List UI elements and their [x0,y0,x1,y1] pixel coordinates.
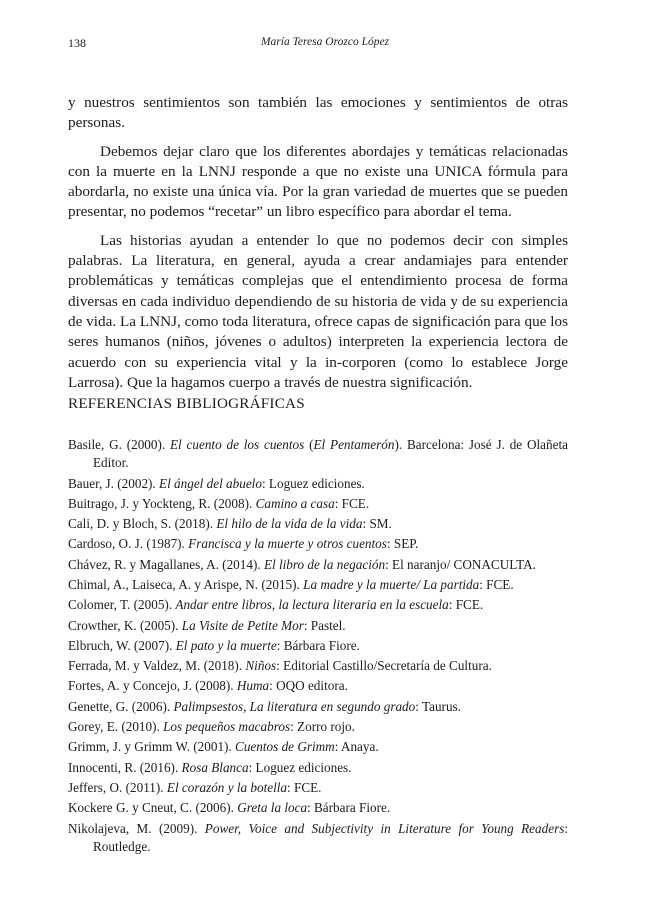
reference-entry [68,657,568,675]
reference-text: : Editorial Castillo/Secretaría de Cultura. [276,658,492,674]
reference-entry [68,759,568,777]
reference-entry [68,535,568,553]
reference-text: Kockere G. y Cneut, C. (2006). [68,800,238,816]
reference-title: El ángel del abuelo [159,475,262,491]
reference-entry [68,617,568,635]
running-head: María Teresa Orozco López [260,36,390,48]
reference-text: : El naranjo/ CONACULTA. [385,556,536,572]
reference-text: : Bárbara Fiore. [307,800,391,816]
reference-list [68,436,568,858]
body-paragraph: Las historias ayudan a entender lo que no podemos decir con simples palabras. La literatura, en general, ayuda a crear andamiajes para entender problemáticas y temáticas complejas que el entendimiento procesa de forma diversas en cada individuo dependiendo de su historia de vida y de su experiencia de vida. La LNNJ, como toda literatura, ofrece capas de significación para que los seres humanos (niños, jóvenes o adultos) interpreten la experiencia lectora de acuerdo con su experiencia vital y la in-corporen (como lo establece Jorge Larrosa). Que la hagamos cuerpo a través de nuestra significación. [68,231,568,391]
section-heading: REFERENCIAS BIBLIOGRÁFICAS [68,395,305,412]
reference-title: El pato y la muerte [175,637,277,653]
reference-title: El cuento de los cuentos [170,437,305,452]
reference-text: Chimal, A., Laiseca, A. y Arispe, N. (2015). [68,576,304,592]
reference-title: Camino a casa [255,495,335,511]
body-paragraph: Debemos dejar claro que los diferentes abordajes y temáticas relacionadas con la muerte en la LNNJ responde a que no existe una UNICA fórmula para abordarla, no existe una única vía. Por la gran variedad de muertes que se pueden presentar, no podemos “recetar” un libro específico para abordar el tema. [68,142,568,221]
reference-entry [68,637,568,655]
reference-entry [68,515,568,533]
reference-title: Rosa Blanca [181,759,249,775]
reference-text: ). Barcelona: José J. de Olañeta Editor. [93,437,568,471]
reference-text: : Taurus. [415,698,461,714]
reference-entry [68,820,568,856]
reference-title: El Pentamerón [313,437,395,452]
reference-text: : Loguez ediciones. [248,759,352,775]
reference-title: La madre y la muerte/ La partida [303,576,480,592]
reference-text: : Anaya. [334,739,379,755]
reference-text: Grimm, J. y Grimm W. (2001). [68,739,236,755]
reference-text: Ferrada, M. y Valdez, M. (2018). [68,658,246,674]
reference-entry [68,698,568,716]
reference-text: : Zorro rojo. [290,719,355,735]
reference-text: Cardoso, O. J. (1987). [68,536,189,552]
reference-text: : Bárbara Fiore. [276,637,360,653]
reference-text: : SEP. [386,536,419,552]
reference-text: Gorey, E. (2010). [68,719,164,735]
reference-text: : Pastel. [303,617,346,633]
reference-text: : Routledge. [93,820,569,854]
reference-title: Los pequeños macabros [163,719,291,735]
body-paragraph: y nuestros sentimientos son también las emociones y sentimientos de otras personas. [68,94,568,132]
reference-text: : FCE. [448,597,484,613]
reference-title: Andar entre libros, la lectura literaria en la escuela [175,597,449,613]
reference-text: : FCE. [479,576,514,592]
page-number: 138 [68,36,86,50]
reference-text: Buitrago, J. y Yockteng, R. (2008). [68,495,256,511]
reference-title: Cuentos de Grimm [235,739,335,755]
reference-title: Niños [245,658,277,674]
reference-text: Basile, G. (2000). [68,437,170,452]
reference-text: Crowther, K. (2005). [68,617,182,633]
reference-text: : FCE. [334,495,370,511]
reference-title: Palimpsestos, La literatura en segundo grado [173,698,416,714]
reference-entry [68,556,568,574]
reference-text: Fortes, A. y Concejo, J. (2008). [68,678,237,694]
reference-entry [68,576,568,594]
reference-title: Francisca y la muerte y otros cuentos [188,536,387,552]
reference-title: La Visite de Petite Mor [181,617,304,633]
reference-text: Chávez, R. y Magallanes, A. (2014). [68,556,264,572]
reference-entry [68,475,568,493]
body-text [68,93,568,401]
reference-entry [68,718,568,736]
reference-text: : OQO editora. [269,678,348,694]
reference-text: Jeffers, O. (2011). [68,779,167,795]
reference-title: El corazón y la botella [166,779,288,795]
reference-text: Bauer, J. (2002). [68,475,160,491]
reference-entry [68,495,568,513]
reference-title: Greta la loca [237,800,308,816]
reference-text: Cali, D. y Bloch, S. (2018). [68,516,217,532]
reference-text: : SM. [362,516,392,532]
reference-text: Colomer, T. (2005). [68,597,176,613]
reference-entry [68,436,568,472]
reference-text: Nikolajeva, M. (2009). [68,820,205,836]
reference-entry [68,799,568,817]
reference-text: Genette, G. (2006). [68,698,174,714]
reference-entry [68,779,568,797]
reference-title: El libro de la negación [263,556,386,572]
reference-entry [68,677,568,695]
reference-title: Huma [236,678,270,694]
reference-entry [68,596,568,614]
reference-title: Power, Voice and Subjectivity in Literature for Young Readers [204,820,565,836]
reference-text: : Loguez ediciones. [261,475,365,491]
reference-text: ( [304,437,314,452]
reference-title: El hilo de la vida de la vida [216,516,363,532]
reference-text: Innocenti, R. (2016). [68,759,182,775]
reference-entry [68,738,568,756]
reference-text: Elbruch, W. (2007). [68,637,176,653]
reference-text: : FCE. [287,779,322,795]
